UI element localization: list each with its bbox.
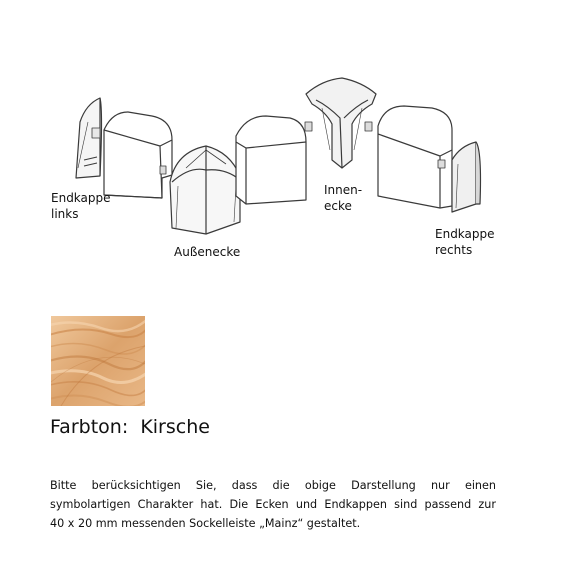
label-innenecke-line-1: Innen- [324, 183, 363, 197]
note-paragraph [50, 476, 496, 533]
note-line-2: symbolartigen Charakter hat. Die Ecken und Endkappen sind passend zur [50, 498, 496, 511]
skirting-piece-1 [104, 112, 172, 198]
skirting-piece-2 [236, 116, 312, 204]
label-endkappe-rechts-line-2: rechts [435, 243, 473, 257]
label-endkappe-rechts [435, 226, 495, 258]
color-title [50, 414, 210, 440]
endcap-right-part [452, 142, 481, 212]
wood-color-swatch [51, 316, 145, 406]
skirting-piece-3 [378, 106, 452, 208]
outer-corner-part [170, 146, 244, 234]
label-innenecke-line-2: ecke [324, 199, 352, 213]
label-endkappe-links-line-1: Endkappe [51, 191, 111, 205]
label-aussenecke: Außenecke [174, 245, 241, 259]
label-innenecke [324, 182, 362, 214]
note-line-3: 40 x 20 mm messenden Sockelleiste „Mainz“ gestaltet. [50, 517, 361, 530]
inner-corner-part [306, 78, 376, 168]
label-endkappe-links-line-2: links [51, 207, 79, 221]
color-name: Kirsche [140, 416, 210, 438]
endcap-left-part [76, 98, 102, 178]
label-endkappe-links [51, 190, 111, 222]
color-prefix: Farbton: [50, 416, 129, 438]
wood-grain-texture [51, 316, 145, 406]
note-line-1: Bitte berücksichtigen Sie, dass die obige Darstellung nur einen [50, 479, 496, 492]
label-endkappe-rechts-line-1: Endkappe [435, 227, 495, 241]
